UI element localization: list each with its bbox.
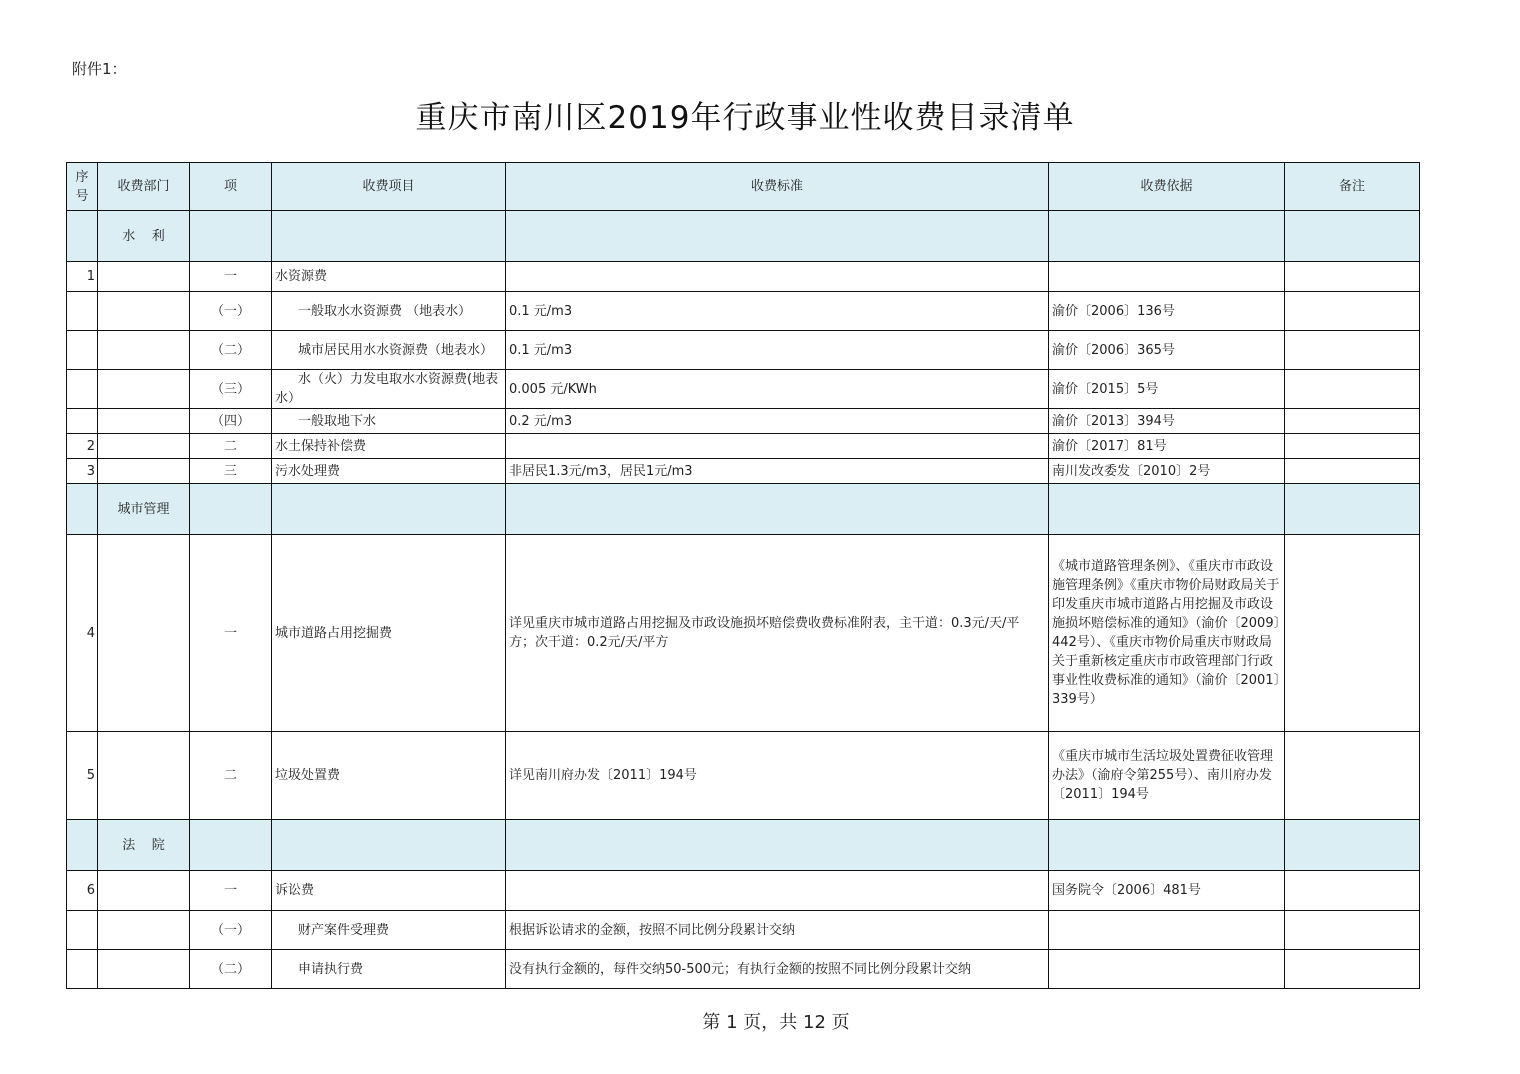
row-seq (67, 911, 98, 950)
header-item: 收费项目 (272, 163, 506, 211)
section-name: 法 院 (98, 820, 190, 871)
row-item: 一般取水水资源费 （地表水） (272, 292, 506, 331)
section-name: 城市管理 (98, 484, 190, 535)
row-item-no: 二 (190, 434, 272, 459)
row-standard: 0.1 元/m3 (506, 331, 1049, 370)
row-seq: 5 (67, 732, 98, 820)
section-row-water (67, 211, 1420, 262)
row-item: 城市居民用水水资源费（地表水） (272, 331, 506, 370)
row-item-no: 二 (190, 732, 272, 820)
table-header (67, 163, 1420, 211)
attachment-label: 附件1： (72, 60, 127, 78)
row-item: 垃圾处置费 (272, 732, 506, 820)
row-basis (1049, 911, 1285, 950)
header-dept: 收费部门 (98, 163, 190, 211)
table-row (67, 871, 1420, 911)
row-item-no: （四） (190, 409, 272, 434)
row-basis (1049, 950, 1285, 989)
header-seq: 序号 (67, 163, 98, 211)
row-standard: 0.1 元/m3 (506, 292, 1049, 331)
row-item-no: （二） (190, 331, 272, 370)
row-seq (67, 292, 98, 331)
document-title: 重庆市南川区2019年行政事业性收费目录清单 (415, 100, 1075, 136)
row-item: 城市道路占用挖掘费 (272, 535, 506, 732)
row-standard: 详见重庆市城市道路占用挖掘及市政设施损坏赔偿费收费标准附表，主干道：0.3元/天/平方；次干道：0.2元/天/平方 (506, 535, 1049, 732)
row-basis: 《城市道路管理条例》、《重庆市市政设施管理条例》《重庆市物价局财政局关于印发重庆市城市道路占用挖掘及市政设施损坏赔偿标准的通知》（渝价〔2009〕442号）、《重庆市物价局重庆市财政局关于重新核定重庆市市政管理部门行政事业性收费标准的通知》（渝价〔2001〕339号） (1049, 535, 1285, 732)
row-standard: 0.005 元/KWh (506, 370, 1049, 409)
row-seq (67, 409, 98, 434)
row-item: 申请执行费 (272, 950, 506, 989)
row-seq: 3 (67, 459, 98, 484)
row-standard: 没有执行金额的，每件交纳50-500元；有执行金额的按照不同比例分段累计交纳 (506, 950, 1049, 989)
fee-catalog-table (66, 162, 1420, 989)
row-item: 一般取地下水 (272, 409, 506, 434)
row-standard (506, 262, 1049, 292)
table-row (67, 434, 1420, 459)
row-item: 财产案件受理费 (272, 911, 506, 950)
row-standard (506, 871, 1049, 911)
table-row (67, 911, 1420, 950)
row-basis: 南川发改委发〔2010〕2号 (1049, 459, 1285, 484)
row-basis: 渝价〔2006〕136号 (1049, 292, 1285, 331)
row-item: 污水处理费 (272, 459, 506, 484)
section-row-court (67, 820, 1420, 871)
row-basis: 渝价〔2015〕5号 (1049, 370, 1285, 409)
row-basis: 渝价〔2017〕81号 (1049, 434, 1285, 459)
row-item-no: （三） (190, 370, 272, 409)
row-basis: 《重庆市城市生活垃圾处置费征收管理办法》（渝府令第255号）、南川府办发〔2011〕194号 (1049, 732, 1285, 820)
row-item-no: 三 (190, 459, 272, 484)
table-row (67, 950, 1420, 989)
row-basis: 渝价〔2006〕365号 (1049, 331, 1285, 370)
table-row (67, 409, 1420, 434)
table-row (67, 370, 1420, 409)
table-row (67, 292, 1420, 331)
row-standard: 详见南川府办发〔2011〕194号 (506, 732, 1049, 820)
row-seq (67, 950, 98, 989)
row-item: 诉讼费 (272, 871, 506, 911)
row-standard: 0.2 元/m3 (506, 409, 1049, 434)
row-item-no: 一 (190, 262, 272, 292)
row-basis: 渝价〔2013〕394号 (1049, 409, 1285, 434)
row-seq: 6 (67, 871, 98, 911)
row-standard: 非居民1.3元/m3，居民1元/m3 (506, 459, 1049, 484)
row-item: 水资源费 (272, 262, 506, 292)
header-remark: 备注 (1285, 163, 1420, 211)
row-item: 水（火）力发电取水水资源费(地表水） (272, 370, 506, 409)
row-basis: 国务院令〔2006〕481号 (1049, 871, 1285, 911)
row-seq: 2 (67, 434, 98, 459)
row-seq: 4 (67, 535, 98, 732)
header-basis: 收费依据 (1049, 163, 1285, 211)
row-standard: 根据诉讼请求的金额，按照不同比例分段累计交纳 (506, 911, 1049, 950)
row-seq (67, 370, 98, 409)
row-item: 水土保持补偿费 (272, 434, 506, 459)
row-item-no: 一 (190, 871, 272, 911)
row-item-no: （一） (190, 292, 272, 331)
header-item-no: 项 (190, 163, 272, 211)
row-item-no: （一） (190, 911, 272, 950)
header-standard: 收费标准 (506, 163, 1049, 211)
table-row (67, 262, 1420, 292)
section-row-urban (67, 484, 1420, 535)
row-seq: 1 (67, 262, 98, 292)
row-basis (1049, 262, 1285, 292)
table-row (67, 535, 1420, 732)
row-item-no: （二） (190, 950, 272, 989)
row-standard (506, 434, 1049, 459)
row-seq (67, 331, 98, 370)
section-name: 水 利 (98, 211, 190, 262)
table-row (67, 732, 1420, 820)
table-row (67, 459, 1420, 484)
row-item-no: 一 (190, 535, 272, 732)
page-footer: 第 1 页，共 12 页 (702, 1012, 850, 1033)
table-row (67, 331, 1420, 370)
